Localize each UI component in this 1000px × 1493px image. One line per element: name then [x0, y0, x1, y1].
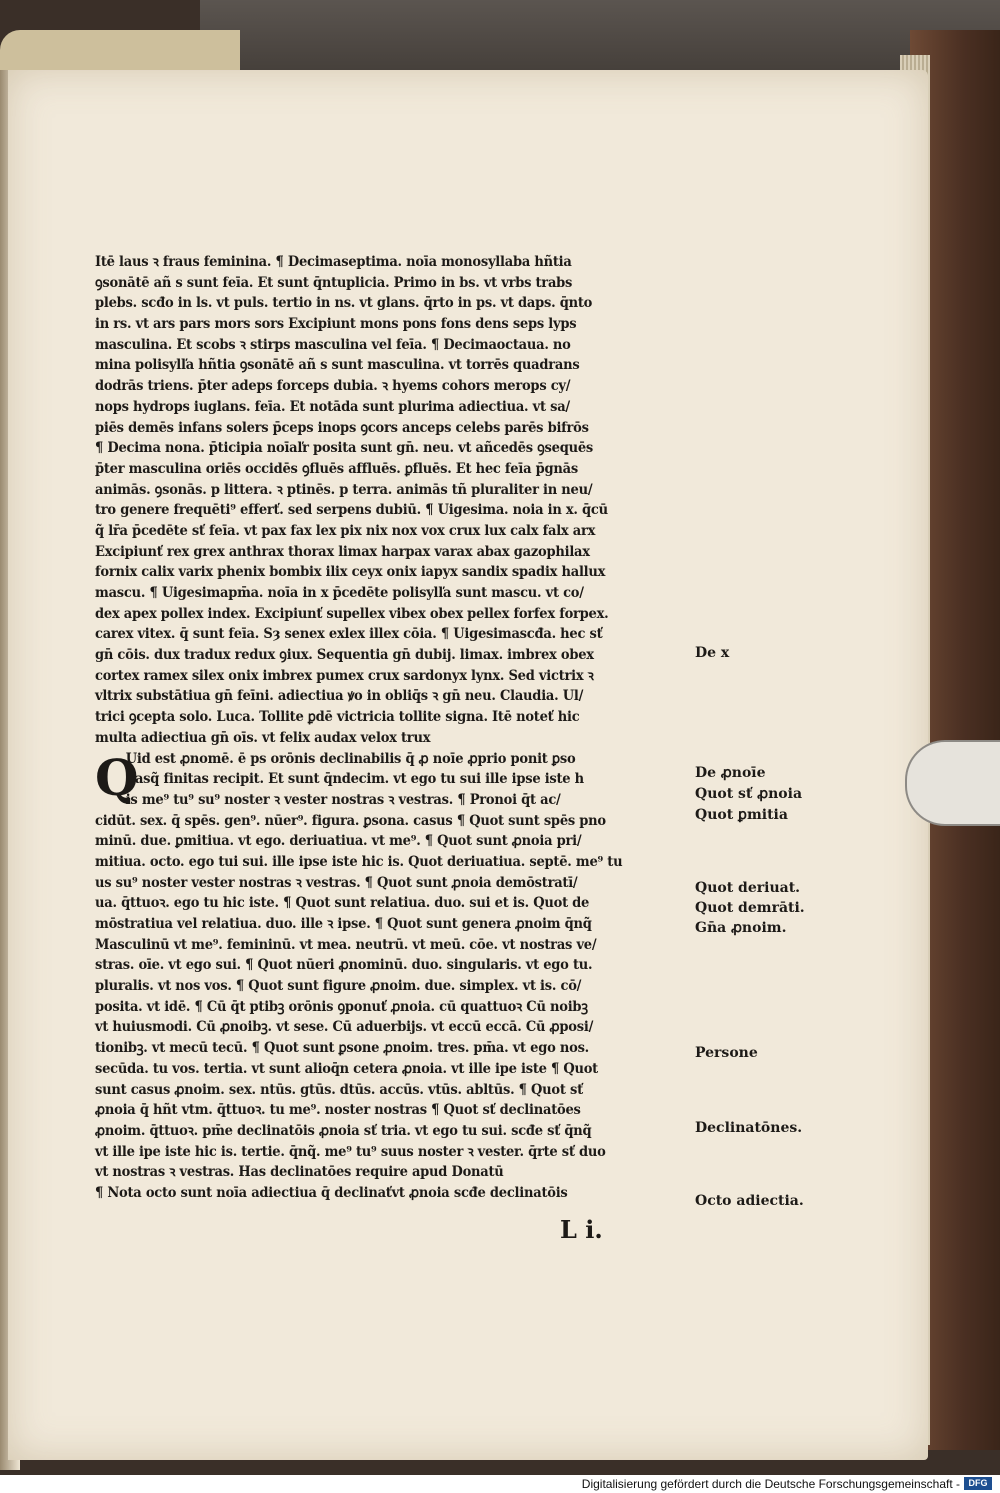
- decorated-initial: Q: [95, 748, 139, 807]
- text-line: dex apex pollex index. Excipiunť supellex vibex obex pellex forfex forpex.: [95, 605, 609, 622]
- text-line: stras. oīe. vt ego sui. ¶ Quot nūeri ꝓnominū. duo. singularis. vt ego tu.: [95, 957, 593, 974]
- margin-note: Quot sť ꝓnoia: [695, 786, 803, 802]
- text-line: Itē laus ꝛ fraus feminina. ¶ Decimaseptima. noīa monosyllaba hñtia: [95, 254, 572, 270]
- text-line: dodrās triens. p̄ter adeps forceps dubia. ꝛ hyems cohors merops cy/: [95, 378, 571, 395]
- text-line: tionibꝫ. vt mecū tecū. ¶ Quot sunt ꝑsone ꝓnoim. tres. pm̄a. vt ego nos.: [95, 1040, 589, 1057]
- text-line: sunt casus ꝓnoim. sex. ntūs. gtūs. dtūs. accūs. vtūs. abltūs. ¶ Quot sť: [95, 1081, 583, 1098]
- text-line: multa adiectiua gn̄ oīs. vt felix audax velox trux: [95, 729, 431, 746]
- text-line: cortex ramex silex onix imbrex pumex crux sardonyx lynx. Sed victrix ꝛ: [95, 667, 594, 684]
- text-line: gn̄ cōis. dux tradux redux ꝯiux. Sequentia gn̄ dubij. limax. imbrex obex: [95, 647, 594, 664]
- margin-note: Octo adiectia.: [695, 1193, 804, 1209]
- text-line: plebs. scđo in ls. vt puls. tertio in ns. vt glans. q̄rto in ps. vt daps. q̄nto: [95, 295, 593, 312]
- book-board-top: [200, 0, 1000, 70]
- text-line: us su⁹ noster vester nostras ꝛ vestras. ¶ Quot sunt ꝓnoia demōstratī/: [95, 874, 578, 891]
- margin-note: Quot ꝑmitia: [695, 807, 788, 823]
- text-line: q̃ lr̄a p̄cedēte sť feīa. vt pax fax lex pix nix nox vox crux lux calx falx arx: [95, 522, 596, 539]
- text-line: is me⁹ tu⁹ su⁹ noster ꝛ vester nostras ꝛ vestras. ¶ Pronoi q̄t ac/: [125, 791, 561, 808]
- main-text-block: [95, 252, 695, 1204]
- text-line: nasq̃ finitas recipit. Et sunt q̄ndecim. vt ego tu sui ille ipse iste h: [125, 771, 584, 788]
- text-line: vt ille ipe iste hic is. tertie. q̄nq̃. me⁹ tu⁹ suus noster ꝛ vester. q̄rte sť duo: [95, 1143, 606, 1160]
- text-line: ꝯsonātē añ s sunt feīa. Et sunt q̄ntuplicia. Primo in bs. vt vrbs trabs: [95, 274, 573, 291]
- margin-note: De ꝓnoīe: [695, 765, 766, 781]
- text-line: pluralis. vt nos vos. ¶ Quot sunt figure ꝓnoim. due. simplex. vt is. cō/: [95, 978, 582, 995]
- text-line: Uid est ꝓnomē. ē ps orōnis declinabilis q̄ ꝓ noīe ꝓprio ponit ꝑso: [125, 750, 576, 767]
- text-line: nops hydrops iuglans. feīa. Et notāda sunt plurima adiectiua. vt sa/: [95, 398, 570, 415]
- text-line: vt huiusmodi. Cū ꝓnoibꝫ. vt sese. Cū aduerbijs. vt eccū eccā. Cū ꝓposi/: [95, 1019, 594, 1036]
- text-line: p̄ter masculina oriēs occidēs ꝯfluēs affluēs. ꝑfluēs. Et hec feīa p̄gnās: [95, 460, 578, 477]
- text-line: minū. due. ꝑmitiua. vt ego. deriuatiua. vt me⁹. ¶ Quot sunt ꝓnoia pri/: [95, 833, 582, 850]
- text-line: ꝓnoim. q̄ttuoꝛ. pm̄e declinatōis ꝓnoia sť tria. vt ego tu sui. scđe sť q̄nq̃: [95, 1122, 592, 1139]
- margin-note: Gn̄a ꝓnoim.: [695, 920, 787, 936]
- text-line: in rs. vt ars pars mors sors Excipiunt mons pons fons dens seps lyps: [95, 316, 577, 333]
- text-line: piēs demēs infans solers p̄ceps inops ꝯcors anceps celebs parēs bifrōs: [95, 419, 589, 436]
- page-marker-tab: [905, 740, 1000, 826]
- text-line: masculina. Et scobs ꝛ stirps masculina vel feīa. ¶ Decimaoctaua. no: [95, 336, 571, 353]
- text-line: posita. vt idē. ¶ Cū q̄t ptibꝫ orōnis ꝯponuť ꝓnoia. cū quattuoꝛ Cū noibꝫ: [95, 998, 588, 1015]
- footer-bar: [0, 1475, 1000, 1493]
- text-line: secūda. tu vos. tertia. vt sunt alioq̄n cetera ꝓnoia. vt ille ipe iste ¶ Quot: [95, 1060, 598, 1077]
- text-line: Masculinū vt me⁹. femininū. vt mea. neutrū. vt meū. cōe. vt nostras ve/: [95, 936, 597, 953]
- text-line: tro genere frequēti⁹ efferť. sed serpens dubiū. ¶ Uigesima. noia in x. q̄cū: [95, 502, 608, 519]
- text-line: trici ꝯcepta solo. Luca. Tollite ꝑdē victricia tollite signa. Itē noteť hic: [95, 709, 580, 726]
- text-line: mitiua. octo. ego tui sui. ille ipse iste hic is. Quot deriuatiua. septē. me⁹ tu: [95, 853, 623, 870]
- text-line: vt nostras ꝛ vestras. Has declinatōes require apud Donatū: [95, 1164, 504, 1181]
- margin-note: Quot demrāti.: [695, 900, 805, 916]
- dfg-logo: DFG: [964, 1477, 992, 1490]
- funding-credit: Digitalisierung gefördert durch die Deutsche Forschungsgemeinschaft -: [581, 1477, 960, 1491]
- text-line: ¶ Nota octo sunt noīa adiectiua q̄ declinaťvt ꝓnoia scđe declinatōis: [95, 1184, 568, 1201]
- text-line: mina polisylľa hñtia ꝯsonātē añ s sunt masculina. vt torrēs quadrans: [95, 357, 580, 374]
- margin-note: Quot deriuat.: [695, 880, 801, 896]
- signature-mark: L i.: [560, 1215, 603, 1244]
- margin-note: De x: [695, 645, 730, 661]
- margin-note: Persone: [695, 1045, 758, 1061]
- text-line: animās. ꝯsonās. p littera. ꝛ ptinēs. p terra. animās tñ pluraliter in neu/: [95, 481, 593, 498]
- text-line: ¶ Decima nona. p̄ticipia noīaľr posita sunt gn̄. neu. vt añcedēs ꝯsequēs: [95, 440, 594, 457]
- text-line: fornix calix varix phenix bombix ilix ceyx onix iapyx sandix spadix hallux: [95, 564, 606, 581]
- text-line: ꝓnoia q̄ hñt vtm. q̄ttuoꝛ. tu me⁹. noster nostras ¶ Quot sť declinatōes: [95, 1102, 581, 1119]
- text-line: carex vitex. q̄ sunt feīa. Sȝ senex exlex illex cōia. ¶ Uigesimascđa. hec sť: [95, 626, 603, 643]
- margin-note: Declinatōnes.: [695, 1120, 803, 1136]
- text-line: mōstratiua vel relatiua. duo. ille ꝛ ipse. ¶ Quot sunt genera ꝓnoim q̄nq̃: [95, 916, 592, 932]
- text-line: ua. q̄ttuoꝛ. ego tu hic iste. ¶ Quot sunt relatiua. duo. sui et is. Quot de: [95, 895, 590, 912]
- text-line: vltrix substātiua gn̄ feīni. adiectiua ꝟo in obliq̄s ꝛ gn̄ neu. Claudia. Ul/: [95, 688, 584, 705]
- text-line: mascu. ¶ Uigesimapm̄a. noīa in x p̄cedēte polisylľa sunt mascu. vt co/: [95, 585, 584, 601]
- text-line: Excipiunť rex grex anthrax thorax limax harpax varax abax gazophilax: [95, 543, 590, 560]
- text-line: cidūt. sex. q̄ spēs. gen⁹. nūer⁹. figura. ꝑsona. casus ¶ Quot sunt spēs pno: [95, 812, 606, 829]
